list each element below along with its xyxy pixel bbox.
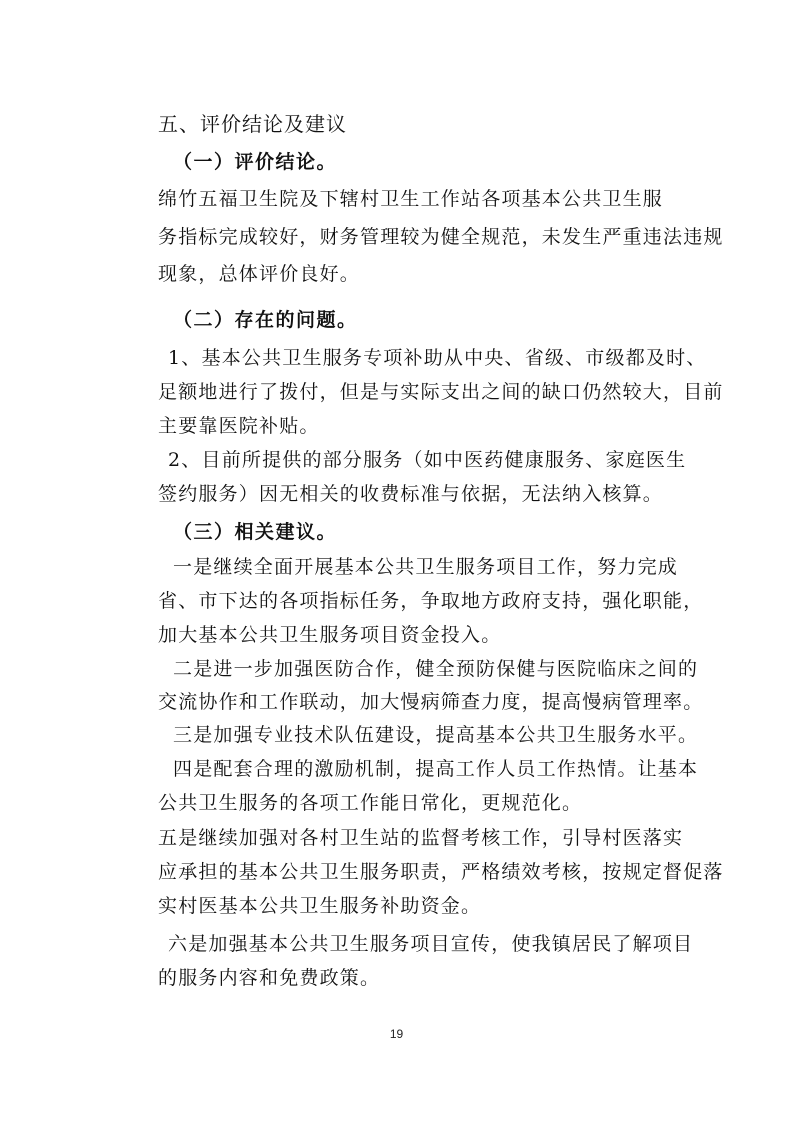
subsection-heading-problems: （二）存在的问题。 <box>173 309 358 331</box>
paragraph-line: 应承担的基本公共卫生服务职责，严格绩效考核，按规定督促落 <box>158 861 724 883</box>
paragraph-line: 五是继续加强对各村卫生站的监督考核工作，引导村医落实 <box>158 827 684 849</box>
paragraph-line: 交流协作和工作联动，加大慢病筛查力度，提高慢病管理率。 <box>158 691 704 713</box>
subsection-heading-conclusion: （一）评价结论。 <box>173 151 338 173</box>
paragraph-line: 务指标完成较好，财务管理较为健全规范，未发生严重违法违规 <box>158 226 724 248</box>
paragraph-line: 四是配套合理的激励机制，提高工作人员工作热情。让基本 <box>173 758 699 780</box>
paragraph-line: 1、基本公共卫生服务专项补助从中央、省级、市级都及时、 <box>168 347 707 369</box>
paragraph-line: 的服务内容和免费政策。 <box>158 967 381 989</box>
paragraph-line: 一是继续全面开展基本公共卫生服务项目工作，努力完成 <box>173 556 679 578</box>
paragraph-line: 加大基本公共卫生服务项目资金投入。 <box>158 624 502 646</box>
paragraph-line: 足额地进行了拨付，但是与实际支出之间的缺口仍然较大，目前 <box>158 381 724 403</box>
paragraph-line: 六是加强基本公共卫生服务项目宣传，使我镇居民了解项目 <box>168 933 694 955</box>
paragraph-line: 三是加强专业技术队伍建设，提高基本公共卫生服务水平。 <box>173 724 699 746</box>
paragraph-line: 2、目前所提供的部分服务（如中医药健康服务、家庭医生 <box>168 449 687 471</box>
paragraph-line: 二是进一步加强医防合作，健全预防保健与医院临床之间的 <box>173 658 699 680</box>
paragraph-line: 省、市下达的各项指标任务，争取地方政府支持，强化职能， <box>158 590 704 612</box>
paragraph-line: 现象，总体评价良好。 <box>158 263 361 285</box>
subsection-heading-suggestions: （三）相关建议。 <box>173 521 338 543</box>
section-title: 五、评价结论及建议 <box>158 112 347 136</box>
paragraph-line: 绵竹五福卫生院及下辖村卫生工作站各项基本公共卫生服 <box>158 188 664 210</box>
page-number: 19 <box>389 1027 404 1041</box>
paragraph-line: 主要靠医院补贴。 <box>158 415 320 437</box>
paragraph-line: 实村医基本公共卫生服务补助资金。 <box>158 895 482 917</box>
paragraph-line: 签约服务）因无相关的收费标准与依据，无法纳入核算。 <box>158 483 664 505</box>
paragraph-line: 公共卫生服务的各项工作能日常化，更规范化。 <box>158 792 583 814</box>
